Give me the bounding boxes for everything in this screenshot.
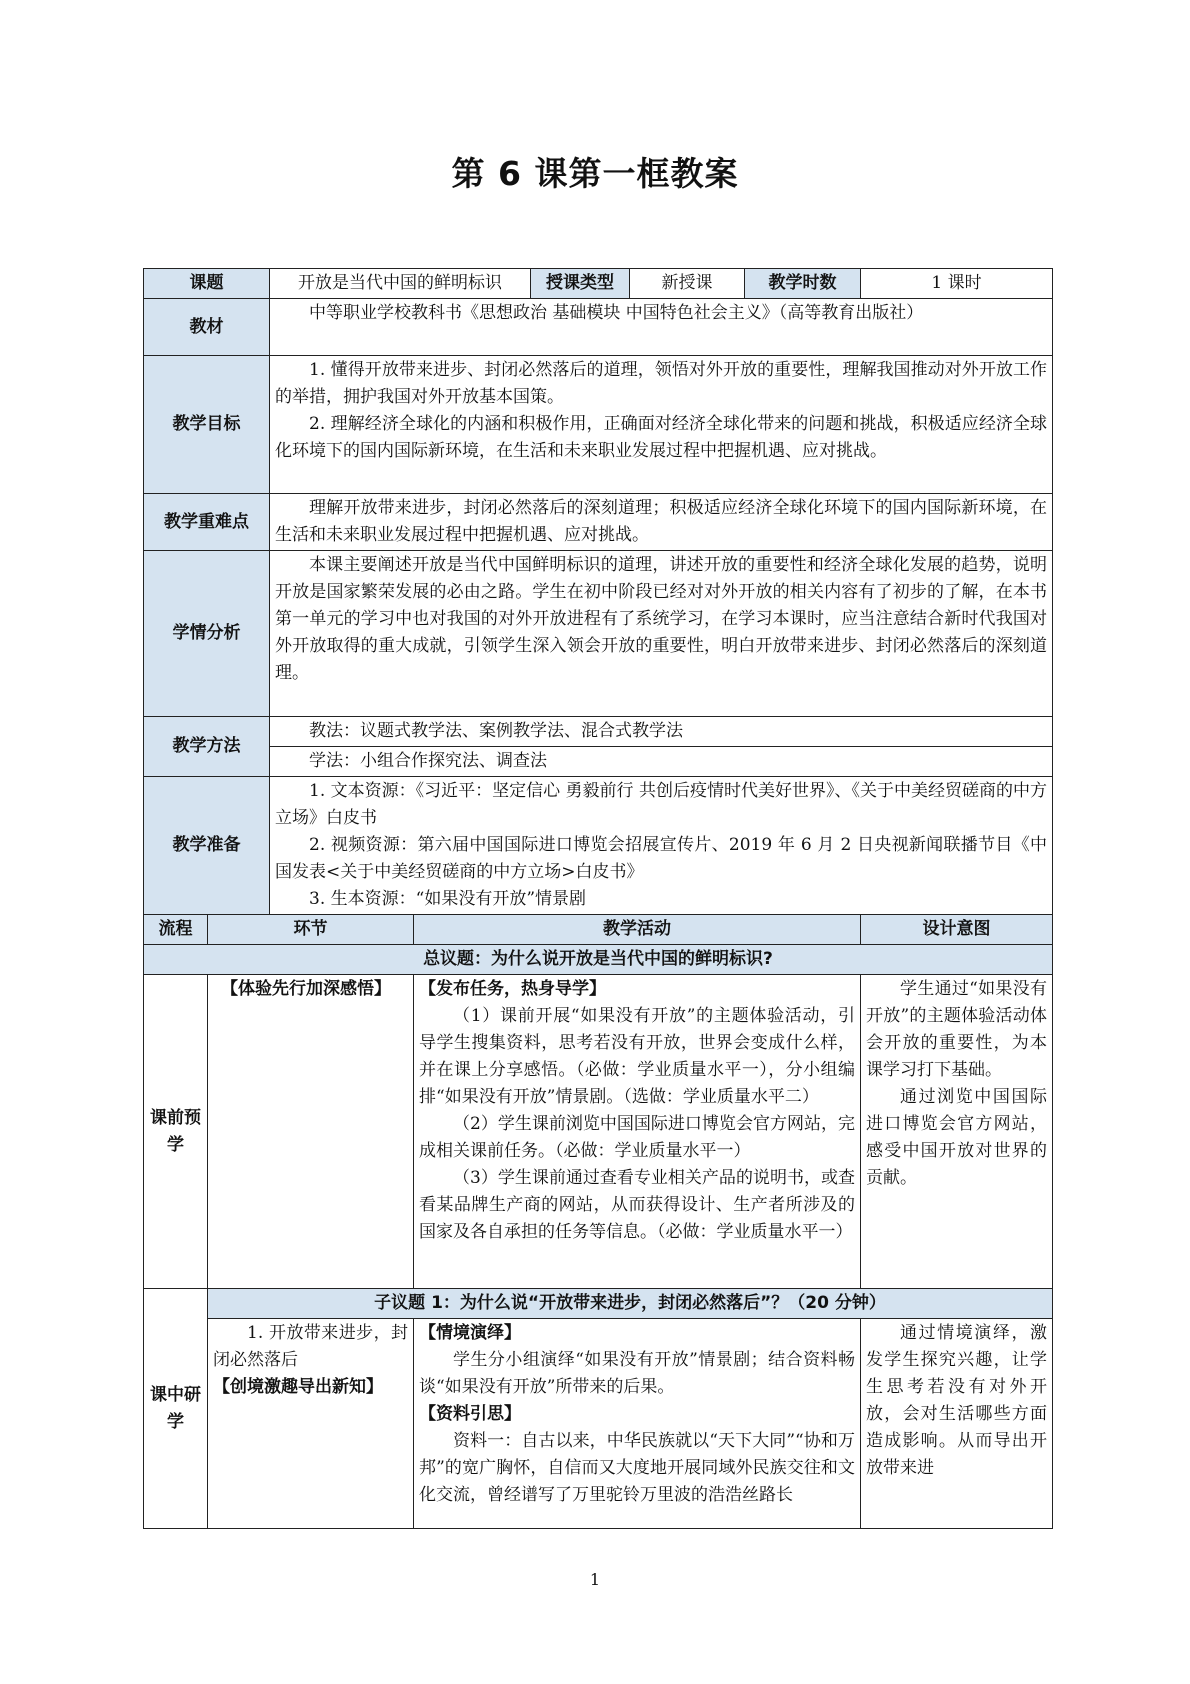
inclass-activity-title-1: 【情境演绎】 [419, 1323, 521, 1343]
type-label: 授课类型 [531, 269, 630, 299]
page-number: 1 [589, 1570, 601, 1589]
key-points-value: 理解开放带来进步，封闭必然落后的深刻道理；积极适应经济全球化环境下的国内国际新环境，在生活和未来职业发展过程中把握机遇、应对挑战。 [275, 498, 1048, 545]
topic-value: 开放是当代中国的鲜明标识 [270, 269, 531, 299]
textbook-row [144, 299, 1053, 356]
objectives-row [144, 356, 1053, 494]
textbook-value: 中等职业学校教科书《思想政治 基础模块 中国特色社会主义》（高等教育出版社） [309, 303, 924, 323]
preparation-item-1: 1. 文本资源：《习近平：坚定信心 勇毅前行 共创后疫情时代美好世界》、《关于中美经贸磋商的中方立场》白皮书 [275, 781, 1048, 828]
preclass-stage: 【体验先行加深感悟】 [221, 979, 391, 999]
key-points-label: 教学重难点 [144, 494, 270, 551]
inclass-stage-title: 【创境激趣导出新知】 [213, 1377, 383, 1397]
preclass-row [144, 975, 1053, 1289]
hours-label: 教学时数 [745, 269, 861, 299]
flow-stage-header: 环节 [208, 915, 414, 945]
document-title: 第 6 课第一框教案 [451, 154, 739, 193]
preclass-intent-1: 学生通过“如果没有开放”的主题体验活动体会开放的重要性，为本课学习打下基础。 [866, 979, 1048, 1080]
inclass-row [144, 1319, 1053, 1529]
analysis-label: 学情分析 [144, 551, 270, 717]
objective-2: 2. 理解经济全球化的内涵和积极作用，正确面对经济全球化带来的问题和挑战，积极适应经济全球化环境下的国内国际新环境，在生活和未来职业发展过程中把握机遇、应对挑战。 [275, 414, 1048, 461]
methods-label: 教学方法 [144, 717, 270, 777]
preclass-intent-2: 通过浏览中国国际进口博览会官方网站，感受中国开放对世界的贡献。 [866, 1087, 1048, 1188]
preparation-item-2: 2. 视频资源：第六届中国国际进口博览会招展宣传片、2019 年 6 月 2 日央视新闻联播节目《中国发表<关于中美经贸磋商的中方立场>白皮书》 [275, 835, 1048, 882]
inclass-process: 课中研学 [144, 1289, 208, 1529]
type-value: 新授课 [630, 269, 745, 299]
preparation-row [144, 777, 1053, 915]
inclass-activity-2: 资料一：自古以来，中华民族就以“天下大同”“协和万邦”的宽广胸怀，自信而又大度地开展同域外民族交往和文化交流，曾经谱写了万里驼铃万里波的浩浩丝路长 [419, 1431, 855, 1505]
preparation-item-3: 3. 生本资源：“如果没有开放”情景剧 [309, 889, 587, 909]
inclass-stage-text: 1. 开放带来进步，封闭必然落后 [213, 1323, 408, 1370]
methods-row-1 [144, 717, 1053, 747]
lesson-plan-table [143, 268, 1053, 1529]
subtopic-1: 子议题 1：为什么说“开放带来进步，封闭必然落后”？（20 分钟） [208, 1289, 1053, 1319]
preclass-activity-3: （3）学生课前通过查看专业相关产品的说明书，或查看某品牌生产商的网站，从而获得设计、生产者所涉及的国家及各自承担的任务等信息。（必做：学业质量水平一） [419, 1168, 855, 1242]
analysis-row [144, 551, 1053, 717]
textbook-label: 教材 [144, 299, 270, 356]
preclass-activity-title: 【发布任务，热身导学】 [419, 979, 606, 999]
methods-row-2 [144, 747, 1053, 777]
key-points-row [144, 494, 1053, 551]
learning-methods: 学法：小组合作探究法、调查法 [309, 751, 547, 771]
subtopic-row [144, 1289, 1053, 1319]
objectives-label: 教学目标 [144, 356, 270, 494]
preclass-activity-2: （2）学生课前浏览中国国际进口博览会官方网站，完成相关课前任务。（必做：学业质量水平一） [419, 1114, 855, 1161]
analysis-value: 本课主要阐述开放是当代中国鲜明标识的道理，讲述开放的重要性和经济全球化发展的趋势，说明开放是国家繁荣发展的必由之路。学生在初中阶段已经对对外开放的相关内容有了初步的了解，在本书第一单元的学习中也对我国的对外开放进程有了系统学习，在学习本课时，应当注意结合新时代我国对外开放取得的重大成就，引领学生深入领会开放的重要性，明白开放带来进步、封闭必然落后的深刻道理。 [275, 555, 1048, 683]
teaching-methods: 教法：议题式教学法、案例教学法、混合式教学法 [309, 721, 683, 741]
topic-label: 课题 [144, 269, 270, 299]
preparation-label: 教学准备 [144, 777, 270, 915]
inclass-intent: 通过情境演绎，激发学生探究兴趣，让学生思考若没有对外开放，会对生活哪些方面造成影响。从而导出开放带来进 [866, 1323, 1048, 1478]
flow-intent-header: 设计意图 [861, 915, 1053, 945]
inclass-activity-1: 学生分小组演绎“如果没有开放”情景剧；结合资料畅谈“如果没有开放”所带来的后果。 [419, 1350, 855, 1397]
hours-value: 1 课时 [861, 269, 1053, 299]
header-row [144, 269, 1053, 299]
preclass-process: 课前预学 [144, 975, 208, 1289]
flow-process-header: 流程 [144, 915, 208, 945]
flow-activity-header: 教学活动 [414, 915, 861, 945]
main-topic-row [144, 945, 1053, 975]
main-topic: 总议题：为什么说开放是当代中国的鲜明标识? [144, 945, 1053, 975]
inclass-activity-title-2: 【资料引思】 [419, 1404, 521, 1424]
objective-1: 1. 懂得开放带来进步、封闭必然落后的道理，领悟对外开放的重要性，理解我国推动对外开放工作的举措，拥护我国对外开放基本国策。 [275, 360, 1048, 407]
preclass-activity-1: （1）课前开展“如果没有开放”的主题体验活动，引导学生搜集资料，思考若没有开放，世界会变成什么样，并在课上分享感悟。（必做：学业质量水平一），分小组编排“如果没有开放”情景剧。（选做：学业质量水平二） [419, 1006, 855, 1107]
flow-header-row [144, 915, 1053, 945]
